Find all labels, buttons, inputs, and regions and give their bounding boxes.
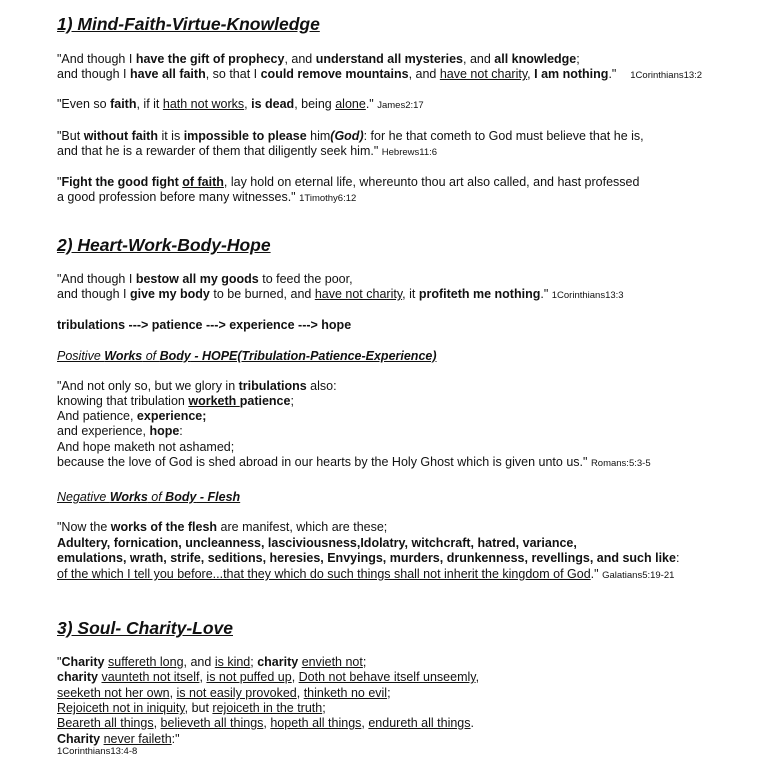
bold-text: have the gift of prophecy bbox=[135, 52, 285, 66]
text: , bbox=[244, 97, 252, 111]
negative-works-heading bbox=[57, 490, 240, 506]
underlined-text: rejoiceth in the truth bbox=[212, 701, 323, 715]
text: ." bbox=[365, 97, 374, 111]
text: ; bbox=[387, 686, 391, 700]
underlined-text: is not puffed up bbox=[206, 670, 292, 684]
quote-1tim6-12-line1 bbox=[57, 175, 639, 191]
bold-text: Body bbox=[165, 490, 197, 504]
text: ; bbox=[362, 655, 367, 669]
section-heading-soul-charity: 3) Soul- Charity-Love bbox=[57, 618, 233, 638]
charity-line1 bbox=[57, 655, 366, 671]
text: , and bbox=[284, 52, 316, 66]
bold-text: charity bbox=[57, 670, 98, 684]
underlined-text: of the which I tell you before...that they which do such things shall not inherit the kingdom of God bbox=[57, 567, 591, 581]
underlined-text: Rejoiceth not in iniquity bbox=[57, 701, 185, 715]
text: it is bbox=[157, 129, 184, 143]
underlined-text: never faileth bbox=[103, 732, 172, 746]
quote-hebrews11-6-line2 bbox=[57, 144, 437, 161]
text: and that he is a rewarder of them that diligently seek him." bbox=[57, 144, 379, 158]
underlined-text: believeth all things bbox=[160, 716, 264, 730]
bold-text: hope bbox=[149, 424, 180, 438]
bold-text: Body bbox=[159, 349, 191, 363]
text: Positive bbox=[57, 349, 105, 363]
text: "And though I bbox=[57, 272, 136, 286]
underlined-text: is kind bbox=[214, 655, 251, 669]
quote-1cor13-2-line1 bbox=[57, 52, 580, 68]
bold-underlined-text: of faith bbox=[182, 175, 224, 189]
text: , lay hold on eternal life, whereunto thou art also called, and hast professed bbox=[223, 175, 640, 189]
underlined-text: is not easily provoked bbox=[176, 686, 297, 700]
quote-hebrews11-6-line1 bbox=[57, 129, 644, 145]
text: , bbox=[291, 670, 299, 684]
text: , but bbox=[184, 701, 213, 715]
scripture-reference: 1Timothy6:12 bbox=[299, 193, 357, 204]
text: are manifest, which are these; bbox=[217, 520, 388, 534]
text: and though I bbox=[57, 287, 130, 301]
text: : for he that cometh to God must believe that he is, bbox=[363, 129, 644, 143]
text: And patience, bbox=[57, 409, 137, 423]
quote-galatians5-line1 bbox=[57, 520, 387, 536]
text: ; bbox=[250, 655, 258, 669]
underlined-text: endureth all things bbox=[368, 716, 471, 730]
text: , being bbox=[294, 97, 336, 111]
text: :" bbox=[171, 732, 180, 746]
text: ; bbox=[576, 52, 580, 66]
bold-text: Fight the good fight bbox=[61, 175, 183, 189]
underlined-text: vaunteth not itself bbox=[101, 670, 200, 684]
quote-romans5-line2 bbox=[57, 394, 294, 410]
bold-text: Works bbox=[109, 490, 148, 504]
underlined-text: suffereth long bbox=[108, 655, 184, 669]
quote-1cor13-3-line1 bbox=[57, 272, 353, 288]
quote-galatians5-line3 bbox=[57, 551, 679, 567]
text: , bbox=[263, 716, 271, 730]
scripture-reference: 1Corinthians13:4-8 bbox=[57, 746, 138, 757]
text: . bbox=[470, 716, 474, 730]
text: , it bbox=[402, 287, 419, 301]
bold-text: Works bbox=[104, 349, 143, 363]
quote-1tim6-12-line2 bbox=[57, 190, 356, 207]
underlined-text: Beareth all things bbox=[57, 716, 154, 730]
text: to feed the poor, bbox=[258, 272, 353, 286]
quote-galatians5-line2: Adultery, fornication, uncleanness, lasciviousness,Idolatry, witchcraft, hatred, variance, bbox=[57, 536, 577, 550]
underlined-text: thinketh no evil bbox=[303, 686, 388, 700]
bold-text: all knowledge bbox=[494, 52, 577, 66]
text: him bbox=[306, 129, 331, 143]
scripture-reference: 1Corinthians13:3 bbox=[551, 290, 624, 301]
text: and experience, bbox=[57, 424, 150, 438]
text: ." bbox=[608, 67, 617, 81]
tribulation-chain: tribulations ---> patience ---> experience ---> hope bbox=[57, 318, 352, 332]
underlined-text: seeketh not her own bbox=[57, 686, 170, 700]
underlined-text: have not charity bbox=[439, 67, 528, 81]
charity-line2 bbox=[57, 670, 479, 686]
text: also: bbox=[306, 379, 337, 393]
text: , bbox=[169, 686, 177, 700]
charity-line3 bbox=[57, 686, 391, 702]
underlined-text: hath not works bbox=[162, 97, 245, 111]
bold-text: impossible to please bbox=[183, 129, 307, 143]
bold-text: charity bbox=[257, 655, 299, 669]
text: knowing that tribulation bbox=[57, 394, 189, 408]
scripture-reference: Galatians5:19-21 bbox=[602, 570, 675, 581]
text: " bbox=[57, 175, 62, 189]
scripture-reference: Hebrews11:6 bbox=[381, 147, 438, 158]
quote-james2-17 bbox=[57, 97, 424, 114]
text: ; bbox=[322, 701, 326, 715]
text: to be burned, and bbox=[209, 287, 315, 301]
text: , and bbox=[463, 52, 495, 66]
bold-text: I am nothing bbox=[534, 67, 609, 81]
bold-text: tribulations bbox=[238, 379, 307, 393]
bold-text: experience; bbox=[136, 409, 207, 423]
text: , bbox=[527, 67, 535, 81]
quote-romans5-line6 bbox=[57, 455, 651, 472]
text: " bbox=[57, 655, 62, 669]
bold-text: works of the flesh bbox=[110, 520, 218, 534]
bold-text: Charity bbox=[61, 655, 105, 669]
text: "Even so bbox=[57, 97, 111, 111]
text: of bbox=[142, 349, 160, 363]
bold-text: - Flesh bbox=[196, 490, 241, 504]
text: , if it bbox=[136, 97, 163, 111]
positive-works-heading bbox=[57, 349, 437, 365]
quote-galatians5-line4 bbox=[57, 567, 674, 584]
quote-romans5-line4 bbox=[57, 424, 183, 440]
text: because the love of God is shed abroad in our hearts by the Holy Ghost which is given unto us." bbox=[57, 455, 588, 469]
text: "And not only so, but we glory in bbox=[57, 379, 239, 393]
scripture-reference: Romans:5:3-5 bbox=[590, 458, 651, 469]
bold-text: faith bbox=[110, 97, 137, 111]
text: Negative bbox=[57, 490, 110, 504]
text: , bbox=[361, 716, 369, 730]
text: , bbox=[475, 670, 480, 684]
bold-italic-text: (God) bbox=[330, 129, 364, 143]
bold-text: is dead bbox=[251, 97, 295, 111]
bold-text: without faith bbox=[83, 129, 158, 143]
quote-romans5-line1 bbox=[57, 379, 337, 395]
text: : bbox=[675, 551, 680, 565]
bold-text: bestow all my goods bbox=[135, 272, 259, 286]
section-heading-mind-faith: 1) Mind-Faith-Virtue-Knowledge bbox=[57, 14, 320, 34]
bold-text: have all faith bbox=[129, 67, 206, 81]
text: and though I bbox=[57, 67, 130, 81]
underlined-text: have not charity bbox=[314, 287, 403, 301]
scripture-reference: James2:17 bbox=[377, 100, 424, 111]
bold-text: give my body bbox=[129, 287, 210, 301]
scripture-reference: 1Corinthians13:2 bbox=[630, 70, 703, 81]
underlined-text: alone bbox=[335, 97, 366, 111]
underlined-text: envieth not bbox=[301, 655, 363, 669]
text: a good profession before many witnesses." bbox=[57, 190, 296, 204]
text: "But bbox=[57, 129, 84, 143]
text: , and bbox=[408, 67, 440, 81]
bold-text: profiteth me nothing bbox=[418, 287, 541, 301]
bold-text: emulations, wrath, strife, seditions, heresies, Envyings, murders, drunkenness, revellings, and such like bbox=[57, 551, 676, 565]
quote-1cor13-3-line2 bbox=[57, 287, 624, 304]
quote-romans5-line3 bbox=[57, 409, 206, 425]
text: , bbox=[153, 716, 161, 730]
bold-text: Charity bbox=[57, 732, 101, 746]
underlined-text: Doth not behave itself unseemly bbox=[298, 670, 476, 684]
text: : bbox=[179, 424, 183, 438]
section-heading-heart-work: 2) Heart-Work-Body-Hope bbox=[57, 235, 271, 255]
bold-text: patience bbox=[239, 394, 291, 408]
text: , bbox=[199, 670, 207, 684]
bold-text: - HOPE(Tribulation-Patience-Experience) bbox=[190, 349, 437, 363]
underlined-text: hopeth all things bbox=[270, 716, 362, 730]
charity-line5 bbox=[57, 716, 474, 732]
text: ." bbox=[540, 287, 549, 301]
text: ; bbox=[290, 394, 294, 408]
bold-text: understand all mysteries bbox=[315, 52, 464, 66]
text: , and bbox=[183, 655, 215, 669]
bold-text: could remove mountains bbox=[260, 67, 409, 81]
text: , so that I bbox=[205, 67, 261, 81]
text: "And though I bbox=[57, 52, 136, 66]
quote-1cor13-2-line2 bbox=[57, 67, 702, 84]
charity-line4 bbox=[57, 701, 326, 717]
quote-romans5-line5: And hope maketh not ashamed; bbox=[57, 440, 235, 454]
text: ." bbox=[590, 567, 599, 581]
text: , bbox=[296, 686, 304, 700]
text: "Now the bbox=[57, 520, 111, 534]
text: of bbox=[147, 490, 166, 504]
bold-underlined-text: worketh bbox=[188, 394, 240, 408]
